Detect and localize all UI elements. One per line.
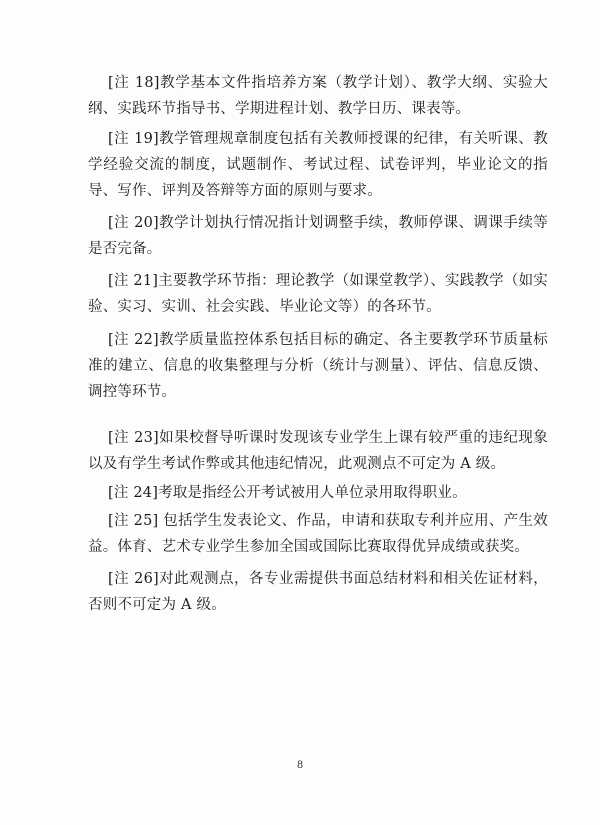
- note-22: [注 22]教学质量监控体系包括目标的确定、各主要教学环节质量标准的建立、信息的收集整理与分析（统计与测量）、评估、信息反馈、调控等环节。: [88, 332, 548, 400]
- note-25: [注 25] 包括学生发表论文、作品，申请和获取专利并应用、产生效益。体育、艺术专业学生参加全国或国际比赛取得优异成绩或获奖。: [88, 513, 548, 555]
- page-number: 8: [296, 760, 304, 771]
- note-21: [注 21]主要教学环节指：理论教学（如课堂教学）、实践教学（如实验、实习、实训、社会实践、毕业论文等）的各环节。: [88, 273, 548, 315]
- note-23: [注 23]如果校督导听课时发现该专业学生上课有较严重的违纪现象以及有学生考试作弊或其他违纪情况，此观测点不可定为 A 级。: [88, 430, 548, 472]
- note-18: [注 18]教学基本文件指培养方案（教学计划）、教学大纲、实验大纲、实践环节指导书、学期进程计划、教学日历、课表等。: [88, 75, 548, 117]
- note-26: [注 26]对此观测点，各专业需提供书面总结材料和相关佐证材料，否则不可定为 A 级。: [88, 571, 548, 613]
- note-19: [注 19]教学管理规章制度包括有关教师授课的纪律，有关听课、教学经验交流的制度，试题制作、考试过程、试卷评判，毕业论文的指导、写作、评判及答辩等方面的原则与要求。: [88, 131, 548, 199]
- note-24: [注 24]考取是指经公开考试被用人单位录用取得职业。: [108, 485, 467, 501]
- note-20: [注 20]教学计划执行情况指计划调整手续，教师停课、调课手续等是否完备。: [88, 215, 548, 257]
